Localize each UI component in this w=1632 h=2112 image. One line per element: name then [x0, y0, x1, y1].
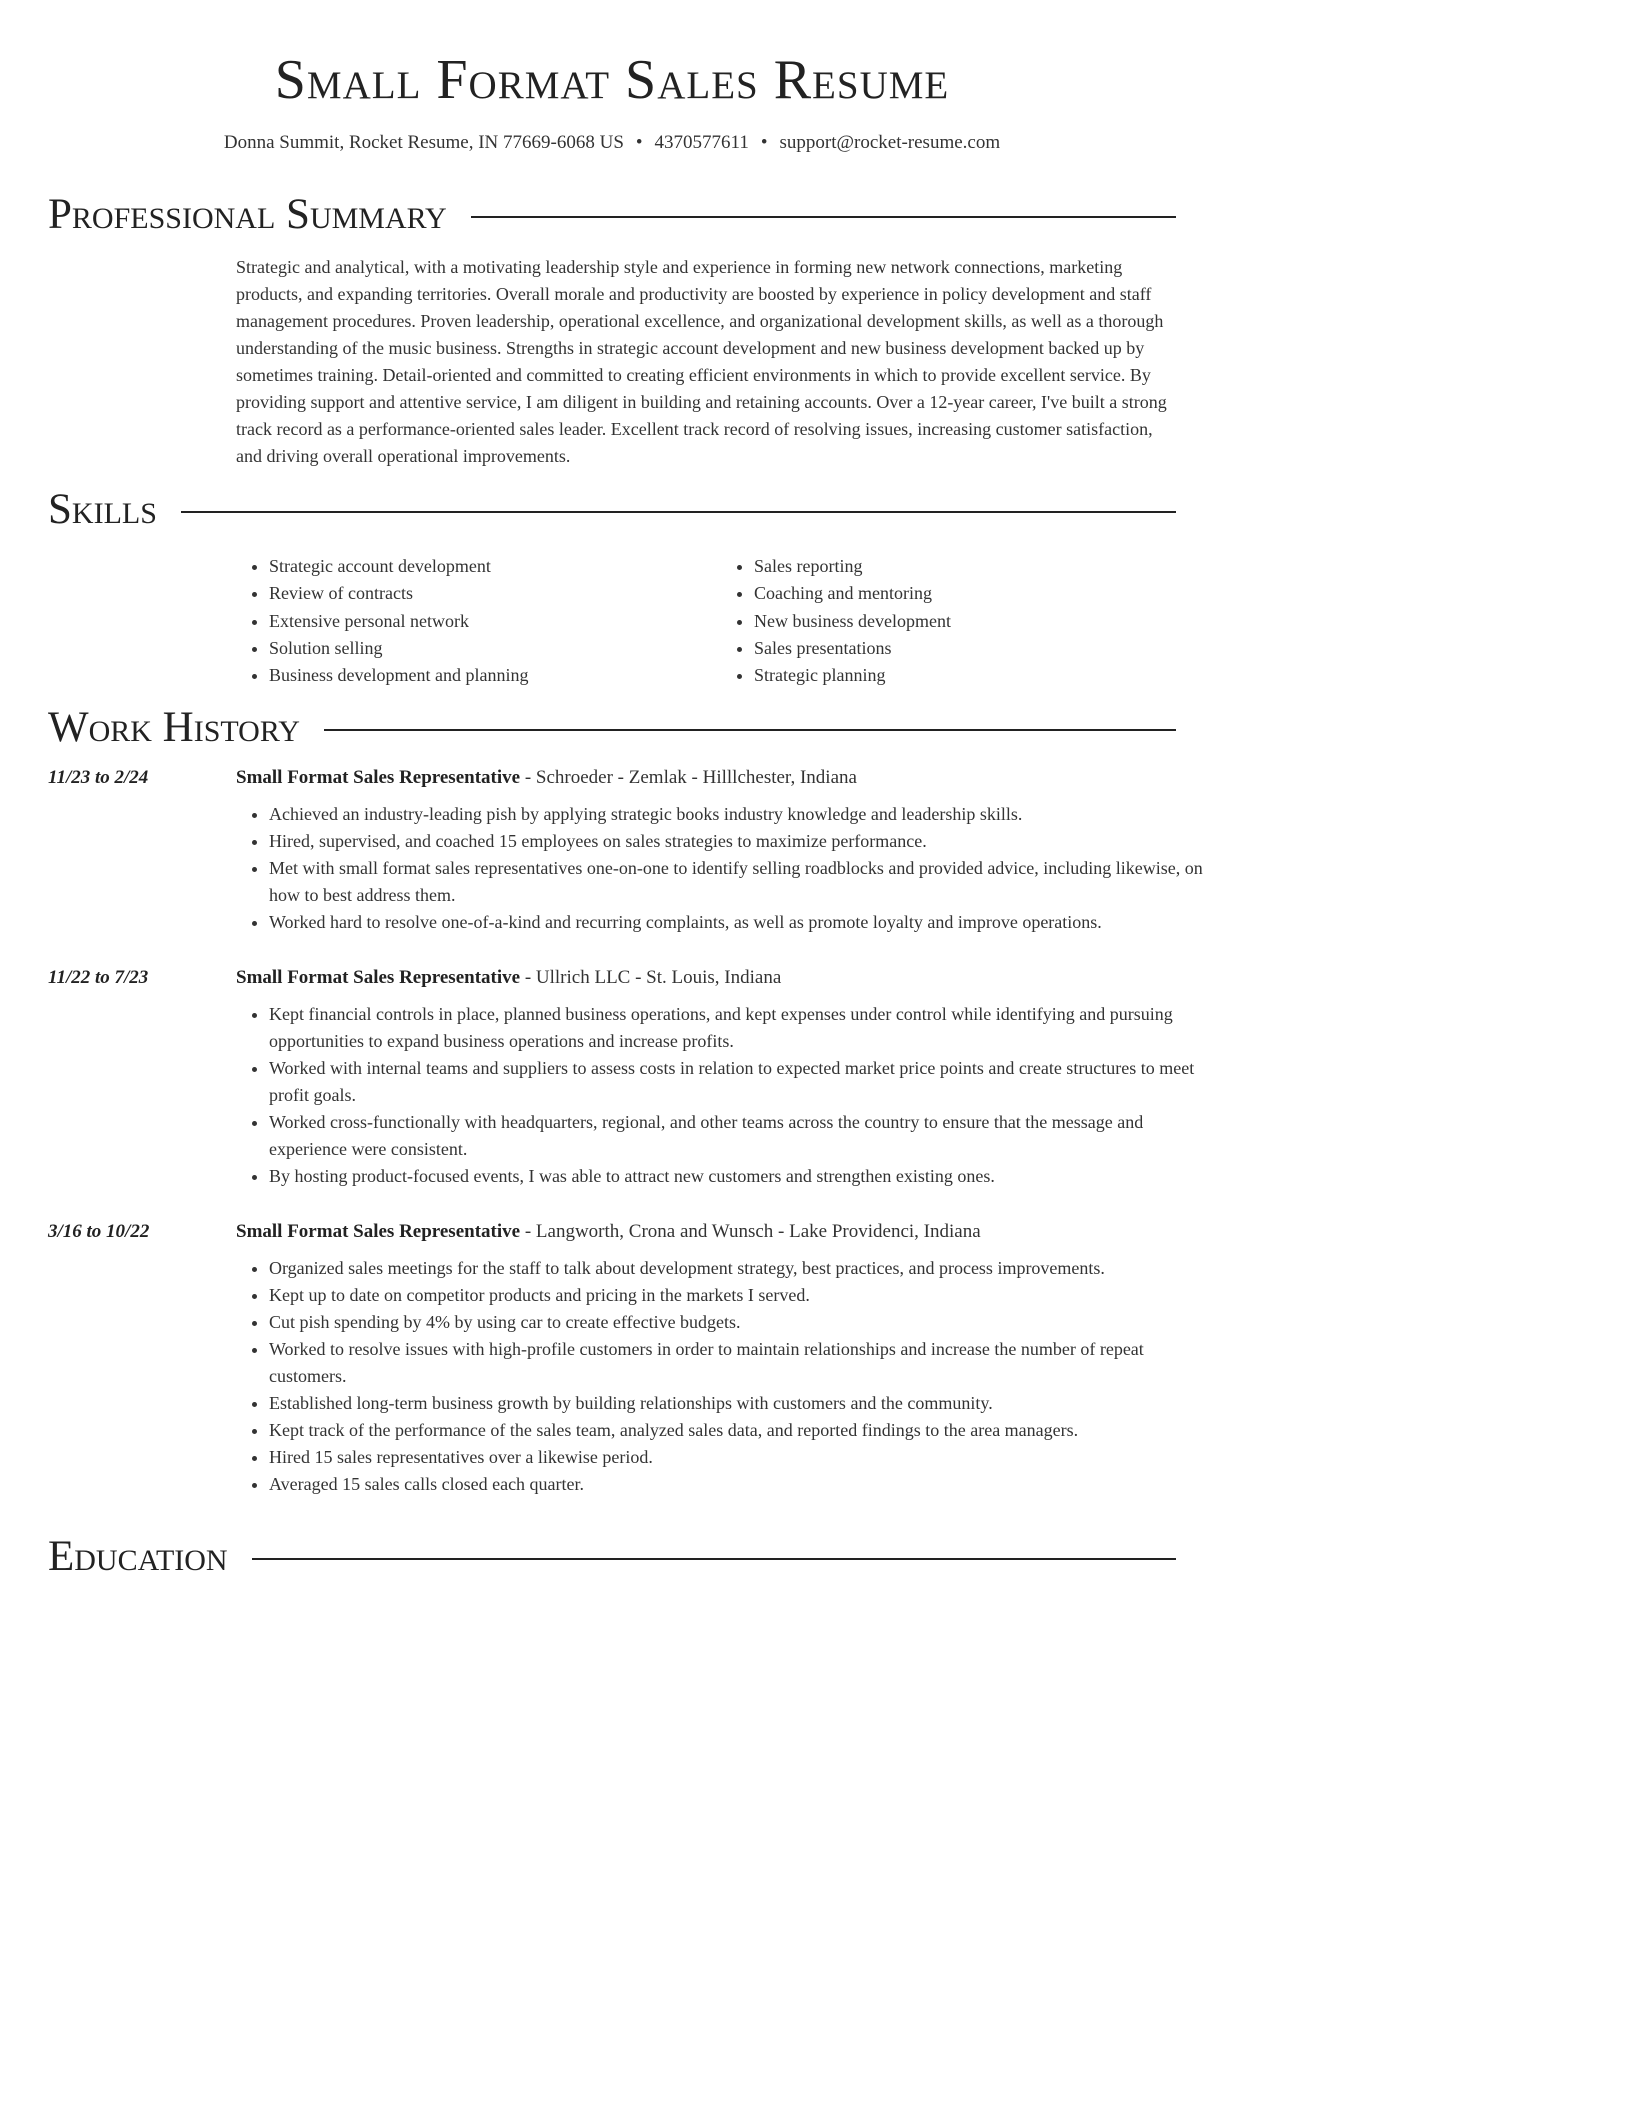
job-bullet: • Hired, supervised, and coached 15 employees on sales strategies to maximize performance.: [269, 828, 1211, 855]
skills-list: [236, 553, 1176, 689]
job-dates: 3/16 to 10/22: [48, 1221, 150, 1242]
job-dates: 11/23 to 2/24: [48, 767, 149, 788]
job-heading: [236, 765, 857, 791]
skills-column-left: [236, 553, 691, 689]
separator-dot: •: [760, 132, 768, 153]
job-bullet: • Worked to resolve issues with high-profile customers in order to maintain relationships and increase the number of repeat customers.: [269, 1336, 1211, 1390]
job-bullet: • Organized sales meetings for the staff to talk about development strategy, best practices, and process improvements.: [269, 1255, 1211, 1282]
job-title: Small Format Sales Representative: [236, 967, 521, 988]
job-employer-location: - Ullrich LLC - St. Louis, Indiana: [520, 967, 782, 988]
job-bullets: [236, 801, 1211, 936]
contact-address: Donna Summit, Rocket Resume, IN 77669-6068 US: [223, 132, 624, 153]
skills-column-right: [721, 553, 1176, 689]
job-bullet: • Averaged 15 sales calls closed each quarter.: [269, 1471, 1211, 1498]
job-bullets: [236, 1001, 1211, 1190]
job-bullet: • Met with small format sales representatives one-on-one to identify selling roadblocks and provided advice, including likewise, on how to best address them.: [269, 855, 1211, 909]
separator-dot: •: [635, 132, 643, 153]
job-bullet: • Kept track of the performance of the sales team, analyzed sales data, and reported findings to the area managers.: [269, 1417, 1211, 1444]
skill-item: • Strategic planning: [754, 662, 1176, 689]
skill-item: • Extensive personal network: [269, 608, 691, 635]
skill-item: • Solution selling: [269, 635, 691, 662]
section-heading: Professional Summary: [48, 191, 447, 238]
job-employer-location: - Schroeder - Zemlak - Hilllchester, Indiana: [520, 767, 857, 788]
section-divider: [181, 511, 1176, 513]
job-bullet: • Worked hard to resolve one-of-a-kind and recurring complaints, as well as promote loyalty and improve operations.: [269, 909, 1211, 936]
section-divider: [324, 729, 1176, 731]
job-bullet: • Hired 15 sales representatives over a likewise period.: [269, 1444, 1211, 1471]
section-work-history: [48, 703, 1176, 753]
skill-item: • Business development and planning: [269, 662, 691, 689]
section-divider: [252, 1558, 1176, 1560]
contact-line: [0, 130, 1224, 156]
job-bullet: • Kept financial controls in place, planned business operations, and kept expenses under control while identifying and pursuing opportunities to expand business operations and increase profits.: [269, 1001, 1211, 1055]
section-heading: Work History: [48, 704, 300, 751]
job-heading: [236, 965, 781, 991]
skill-item: • Review of contracts: [269, 580, 691, 607]
job-bullet: • Worked with internal teams and suppliers to assess costs in relation to expected market price points and create structures to meet profit goals.: [269, 1055, 1211, 1109]
section-heading: Skills: [48, 486, 157, 533]
skill-item: • Coaching and mentoring: [754, 580, 1176, 607]
skill-item: • Sales presentations: [754, 635, 1176, 662]
section-heading: Education: [48, 1533, 228, 1580]
contact-phone: 4370577611: [654, 132, 749, 153]
summary-paragraph: Strategic and analytical, with a motivating leadership style and experience in forming new network connections, marketing products, and expanding territories. Overall morale and productivity are boosted by experience in policy development and staff management procedures. Proven leadership, operational excellence, and organizational development skills, as well as a thorough understanding of the music business. Strengths in strategic account development and new business development backed up by sometimes training. Detail-oriented and committed to creating efficient environments in which to provide excellent service. By providing support and attentive service, I am diligent in building and retaining accounts. Over a 12-year career, I've built a strong track record as a performance-oriented sales leader. Excellent track record of resolving issues, increasing customer satisfaction, and driving overall operational improvements.: [236, 257, 1167, 466]
skill-item: • Sales reporting: [754, 553, 1176, 580]
job-bullet: • Cut pish spending by 4% by using car to create effective budgets.: [269, 1309, 1211, 1336]
job-bullet: • Worked cross-functionally with headquarters, regional, and other teams across the country to ensure that the message and experience were consistent.: [269, 1109, 1211, 1163]
job-bullet: • Established long-term business growth by building relationships with customers and the community.: [269, 1390, 1211, 1417]
job-bullet: • By hosting product-focused events, I was able to attract new customers and strengthen existing ones.: [269, 1163, 1211, 1190]
job-heading: [236, 1219, 981, 1245]
job-employer-location: - Langworth, Crona and Wunsch - Lake Providenci, Indiana: [520, 1221, 981, 1242]
job-bullet: • Achieved an industry-leading pish by applying strategic books industry knowledge and leadership skills.: [269, 801, 1211, 828]
job-title: Small Format Sales Representative: [236, 1221, 521, 1242]
section-divider: [471, 216, 1176, 218]
job-bullets: [236, 1255, 1211, 1498]
contact-email: support@rocket-resume.com: [779, 132, 1001, 153]
job-bullet: • Kept up to date on competitor products and pricing in the markets I served.: [269, 1282, 1211, 1309]
section-professional-summary: [48, 190, 1176, 240]
job-dates: 11/22 to 7/23: [48, 967, 149, 988]
job-title: Small Format Sales Representative: [236, 767, 521, 788]
section-skills: [48, 485, 1176, 535]
skill-item: • Strategic account development: [269, 553, 691, 580]
resume-title: Small Format Sales Resume: [274, 49, 950, 111]
skill-item: • New business development: [754, 608, 1176, 635]
section-education: [48, 1532, 1176, 1582]
